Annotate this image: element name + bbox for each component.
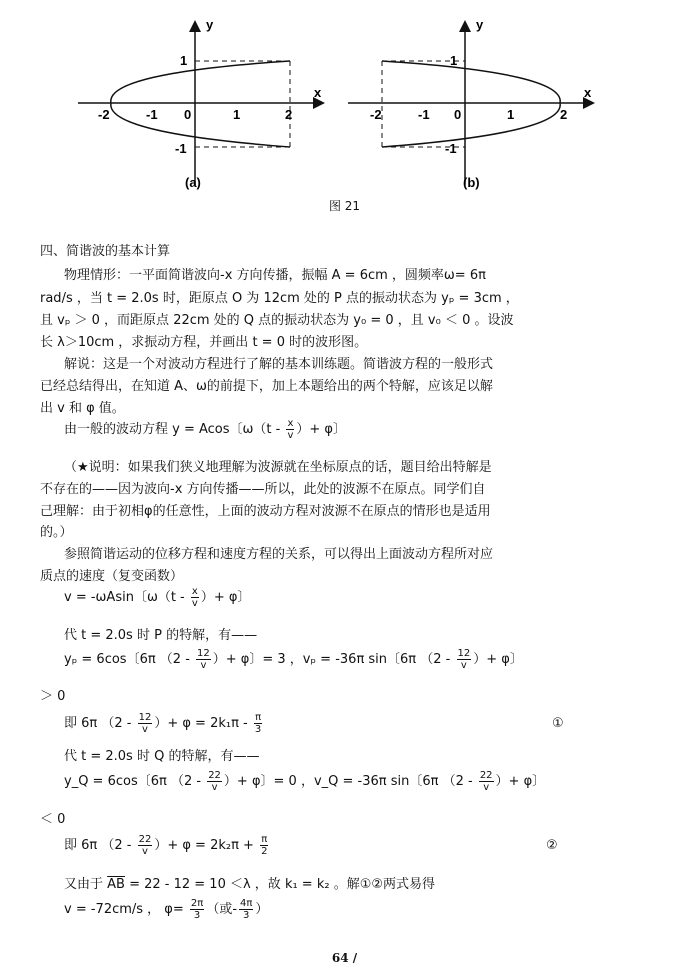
tick-x: -1 bbox=[146, 107, 158, 122]
p-tail: ＞ 0 bbox=[40, 689, 66, 704]
tick-y-top: 1 bbox=[180, 53, 188, 68]
wave-curve-a bbox=[111, 61, 293, 147]
refer-line: 参照简谐运动的位移方程和速度方程的关系，可以得出上面波动方程所对应 bbox=[64, 547, 494, 562]
q-intro: 代 t = 2.0s 时 Q 的特解，有—— bbox=[64, 749, 260, 764]
velocity-equation: v = -ωAsin〔ω（t - $\frac{x}{v}$ ）+ φ〕 bbox=[64, 586, 251, 609]
problem-line: 且 vₚ ＞ 0 ，而距原点 22cm 处的 Q 点的振动状态为 y₀ = 0 ，且 v₀ ＜ 0 。设波 bbox=[40, 313, 514, 328]
general-equation: 由一般的波动方程 y = Acos〔ω（t - $\frac{x}{v}$ ）+ φ〕 bbox=[64, 418, 346, 441]
note-line: （★说明：如果我们狭义地理解为波源就在坐标原点的话，题目给出特解是 bbox=[64, 460, 492, 475]
explain-line: 出 v 和 φ 值。 bbox=[40, 401, 125, 416]
since-line: 又由于 $\overline{AB} = 22 - 12 = 10 <\lambda$ ，故 k₁ = k₂ 。解①②两式易得 bbox=[64, 877, 436, 892]
equation-mark-1: ① bbox=[552, 716, 564, 731]
figure-b bbox=[340, 15, 610, 195]
page-number: 64 / bbox=[331, 951, 358, 965]
x-axis-label: x bbox=[584, 85, 592, 100]
note-line: 不存在的——因为波向-x 方向传播——所以，此处的波源不在原点。同学们自 bbox=[40, 482, 486, 497]
tick-x: -1 bbox=[418, 107, 430, 122]
refer-line: 质点的速度（复变函数） bbox=[40, 569, 184, 584]
explain-line: 已经总结得出，在知道 A、ω的前提下，加上本题给出的两个特解，应该足以解 bbox=[40, 379, 493, 394]
y-axis-label: y bbox=[206, 17, 214, 32]
wave-curve-b bbox=[382, 61, 560, 147]
q-tail: ＜ 0 bbox=[40, 812, 66, 827]
figure-a bbox=[70, 15, 340, 195]
tick-x: 1 bbox=[233, 107, 241, 122]
tick-y-bottom: -1 bbox=[445, 141, 457, 156]
tick-x: 0 bbox=[454, 107, 462, 122]
x-axis-label: x bbox=[314, 85, 322, 100]
tick-x: 2 bbox=[560, 107, 568, 122]
note-line: 己理解：由于初相φ的任意性，上面的波动方程对波源不在原点的情形也是适用 bbox=[40, 504, 491, 519]
figure-caption: 图 21 bbox=[328, 199, 361, 213]
tick-y-top: 1 bbox=[450, 53, 458, 68]
problem-line: 物理情形：一平面简谐波向-x 方向传播，振幅 A = 6cm ，圆频率ω= 6π bbox=[64, 268, 486, 283]
section-title: 四、简谐波的基本计算 bbox=[40, 244, 171, 259]
figure-b-label: (b) bbox=[463, 175, 480, 190]
tick-x: 2 bbox=[285, 107, 293, 122]
p-intro: 代 t = 2.0s 时 P 的特解，有—— bbox=[64, 628, 258, 643]
tick-x: 1 bbox=[507, 107, 515, 122]
tick-x: -2 bbox=[98, 107, 110, 122]
tick-x: -2 bbox=[370, 107, 382, 122]
p-equation: yₚ = 6cos〔6π （2 - $\frac{12}{v}$ ）+ φ〕= 3 ，vₚ = -36π sin〔6π （2 - $\frac{12}{v}$ ）+ φ〕 bbox=[64, 648, 523, 671]
p-result: 即 6π （2 - $\frac{12}{v}$ ）+ φ = 2k₁π - $\frac{\pi}{3}$ bbox=[64, 712, 262, 735]
problem-line: 长 λ＞10cm ，求振动方程，并画出 t = 0 时的波形图。 bbox=[40, 335, 368, 350]
explain-line: 解说：这是一个对波动方程进行了解的基本训练题。简谐波方程的一般形式 bbox=[64, 357, 494, 372]
tick-y-bottom: -1 bbox=[175, 141, 187, 156]
tick-x: 0 bbox=[184, 107, 192, 122]
q-equation: y_Q = 6cos〔6π （2 - $\frac{22}{v}$ ）+ φ〕= 0 ，v_Q = -36π sin〔6π （2 - $\frac{22}{v}$ ）+ φ〕 bbox=[64, 770, 546, 793]
note-line: 的。） bbox=[40, 525, 73, 540]
problem-line: rad/s ，当 t = 2.0s 时，距原点 O 为 12cm 处的 P 点的振动状态为 yₚ = 3cm ， bbox=[40, 291, 519, 306]
answer-line: v = -72cm/s ， φ= $\frac{2\pi}{3}$ （或- $\frac{4\pi}{3}$ ） bbox=[64, 898, 269, 921]
y-axis-label: y bbox=[476, 17, 484, 32]
equation-mark-2: ② bbox=[546, 838, 558, 853]
figure-a-label: (a) bbox=[185, 175, 201, 190]
q-result: 即 6π （2 - $\frac{22}{v}$ ）+ φ = 2k₂π + $\frac{\pi}{2}$ bbox=[64, 834, 268, 857]
